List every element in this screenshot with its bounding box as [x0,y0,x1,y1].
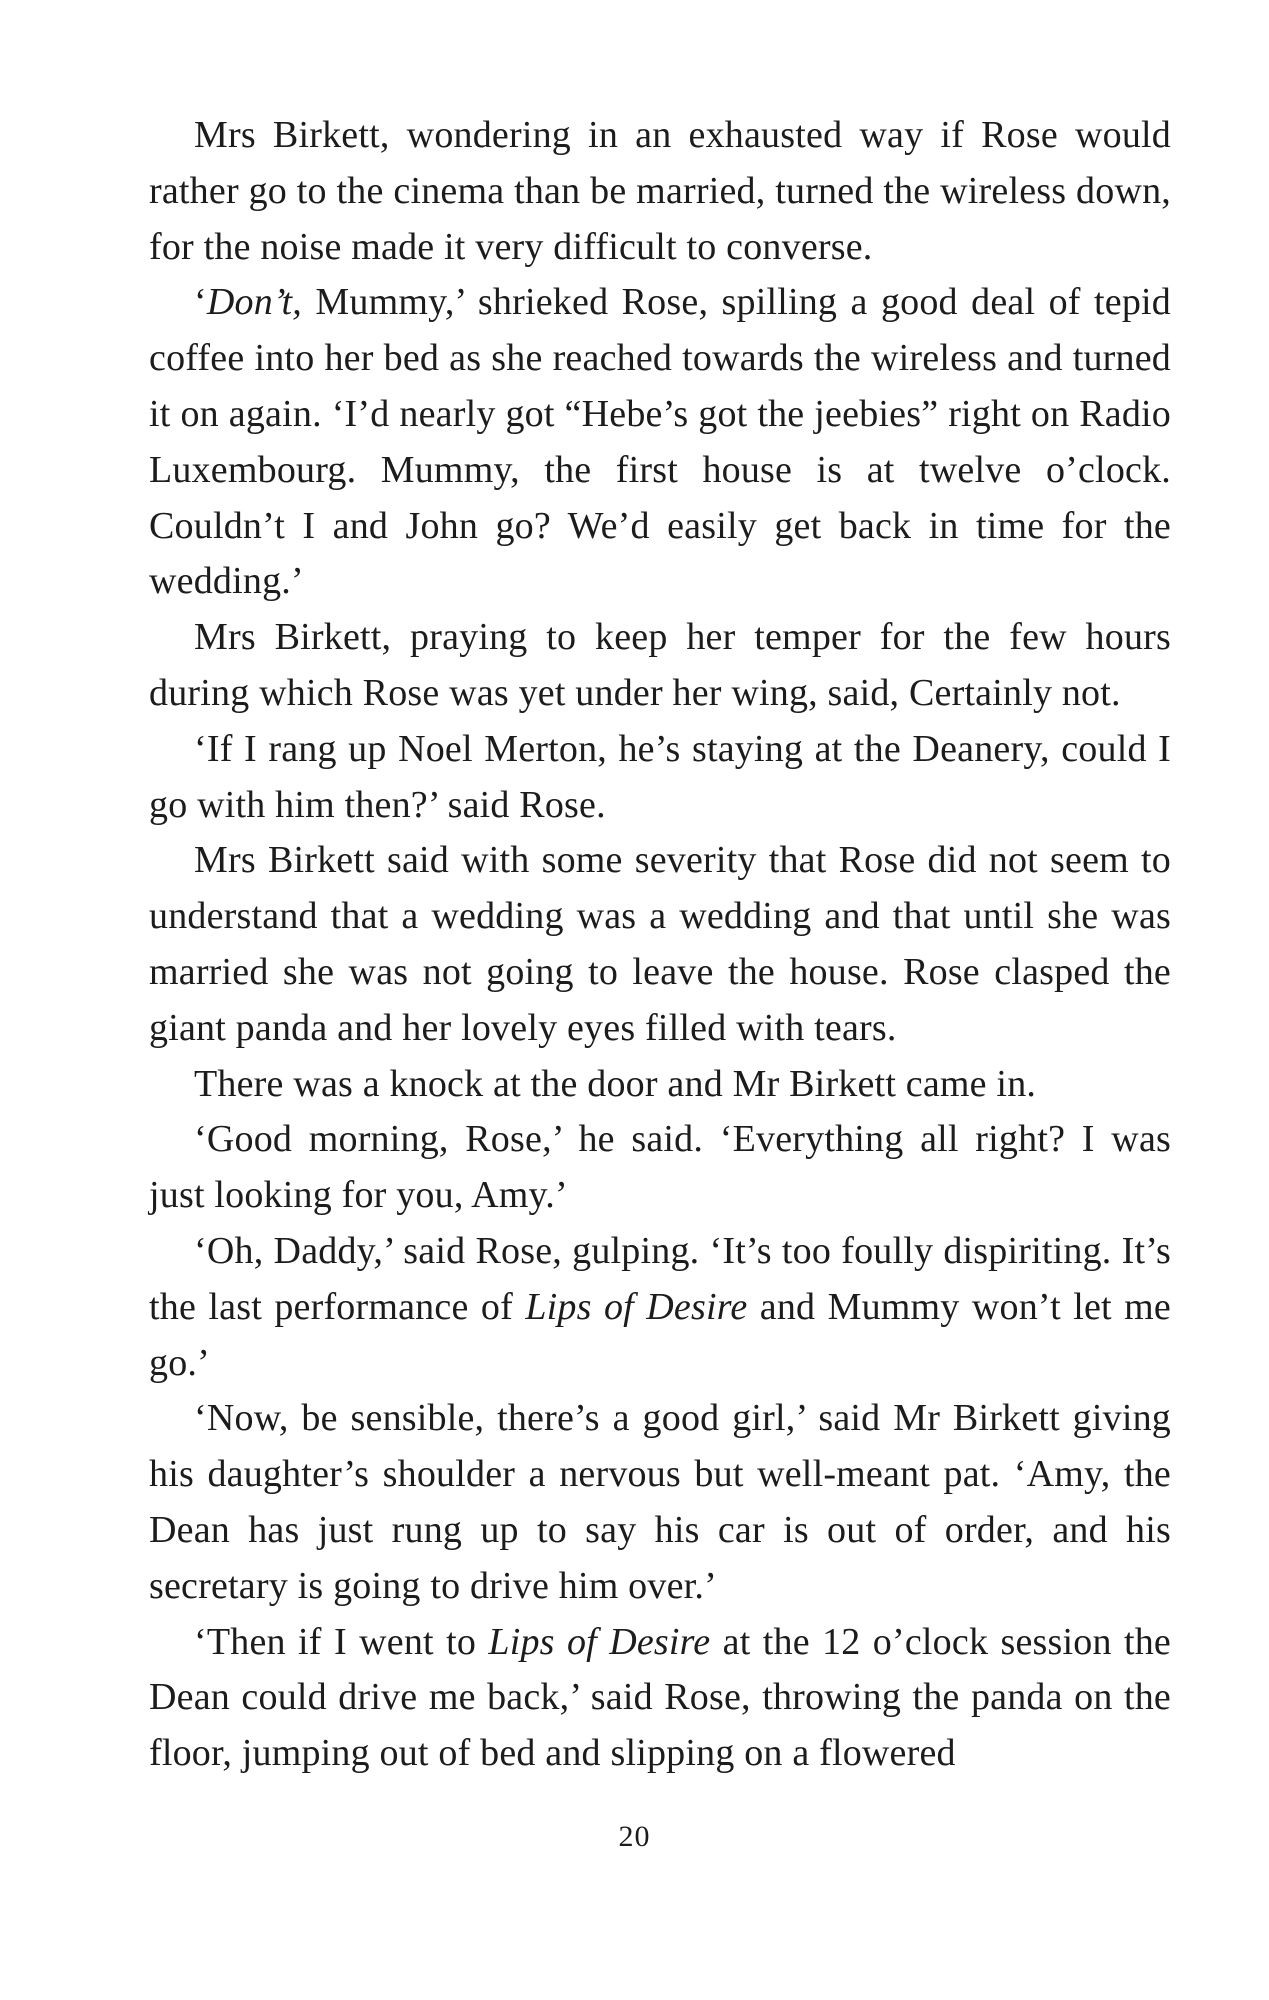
paragraph [149,1391,1171,1614]
text-run: ‘Then if I went to [194,1620,489,1663]
paragraph [149,833,1171,1056]
text-run: Mummy,’ shrieked Rose, spilling a good deal of tepid coffee into her bed as she reached towards the wireless and turned it on again. ‘I’d nearly got “Hebe’s got the jeebies” right on Radio Luxembourg. Mummy, the first house is at twelve o’clock. Couldn’t I and John go? We’d easily get back in time for the wedding.’ [149,281,1171,603]
text-run: ‘Oh, Daddy,’ said Rose, gulping. ‘It’s too foully dispiriting. It’s the last performance of [149,1229,1171,1328]
page-number: 20 [618,1820,651,1853]
book-page-body [149,108,1171,1782]
paragraph [149,722,1171,834]
text-run: There was a knock at the door and Mr Birkett came in. [194,1062,1037,1105]
text-run: Mrs Birkett said with some severity that Rose did not seem to understand that a wedding was a wedding and that until she was married she was not going to leave the house. Rose clasped the giant panda and her lovely eyes filled with tears. [149,839,1171,1049]
italic-text-run: Don’t, [206,281,303,324]
italic-text-run: Lips of Desire [525,1285,748,1328]
paragraph [149,610,1171,722]
paragraph [149,275,1171,610]
text-run: ‘Now, be sensible, there’s a good girl,’ said Mr Birkett giving his daughter’s shoulder a nervous but well-meant pat. ‘Amy, the Dean has just rung up to say his car is out of order, and his secretary is going to drive him over.’ [149,1397,1171,1607]
paragraph [149,1112,1171,1224]
paragraph [149,108,1171,275]
text-run: Mrs Birkett, praying to keep her temper for the few hours during which Rose was yet under her wing, said, Certainly not. [149,616,1171,714]
text-run: ‘Good morning, Rose,’ he said. ‘Everything all right? I was just looking for you, Amy.’ [149,1118,1171,1217]
paragraph [149,1057,1171,1113]
text-run: ‘ [194,281,207,324]
text-run: at the 12 o’clock session the Dean could drive me back,’ said Rose, throwing the panda on the floor, jumping out of bed and slipping on a flowered [149,1620,1171,1775]
text-run: Mrs Birkett, wondering in an exhausted way if Rose would rather go to the cinema than be married, turned the wireless down, for the noise made it very difficult to converse. [149,114,1171,268]
paragraph [149,1224,1171,1391]
text-run: and Mummy won’t let me go.’ [149,1285,1171,1384]
text-run: ‘If I rang up Noel Merton, he’s staying at the Deanery, could I go with him then?’ said Rose. [149,727,1171,826]
paragraph [149,1615,1171,1782]
italic-text-run: Lips of Desire [488,1620,711,1663]
